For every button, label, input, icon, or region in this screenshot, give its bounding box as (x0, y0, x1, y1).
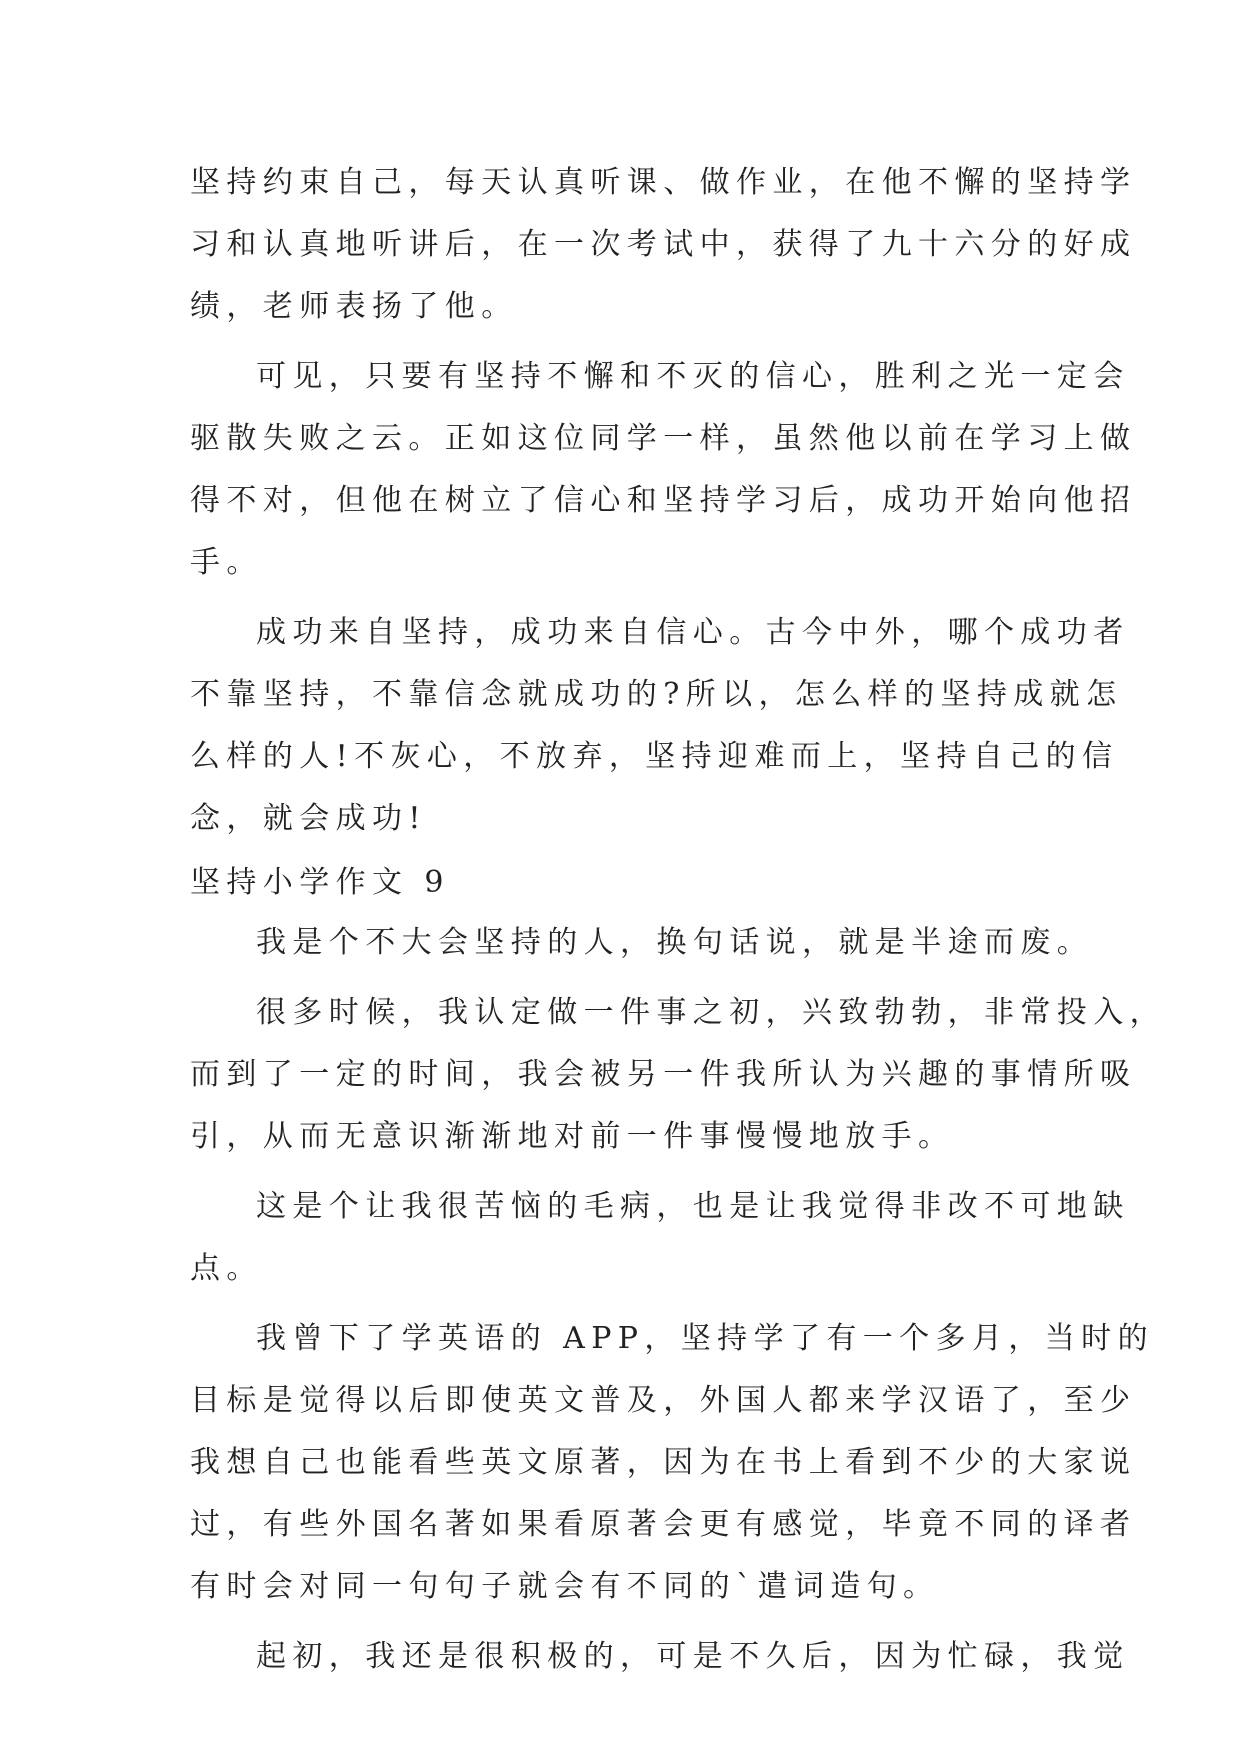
text-line: 绩，老师表扬了他。 (190, 289, 518, 324)
text-line: 念，就会成功! (190, 801, 427, 836)
text-line: 我曾下了学英语的 APP，坚持学了有一个多月，当时的 (256, 1321, 1154, 1356)
text-line: 这是个让我很苦恼的毛病，也是让我觉得非改不可地缺 (256, 1189, 1130, 1224)
paragraph (190, 912, 1094, 974)
text-line: 不靠坚持，不靠信念就成功的?所以，怎么样的坚持成就怎 (190, 677, 1123, 712)
paragraph (190, 1176, 1130, 1300)
paragraph (190, 1626, 1130, 1688)
paragraph (190, 152, 1137, 338)
text-line: 可见，只要有坚持不懈和不灭的信心，胜利之光一定会 (256, 359, 1130, 394)
text-line: 点。 (190, 1251, 263, 1286)
text-line: 手。 (190, 545, 263, 580)
text-line: 么样的人!不灰心，不放弃，坚持迎难而上，坚持自己的信 (190, 739, 1119, 774)
text-line: 过，有些外国名著如果看原著会更有感觉，毕竟不同的译者 (190, 1507, 1137, 1542)
paragraph (190, 1308, 1154, 1618)
text-line: 起初，我还是很积极的，可是不久后，因为忙碌，我觉 (256, 1639, 1130, 1674)
text-line: 成功来自坚持，成功来自信心。古今中外，哪个成功者 (256, 615, 1130, 650)
text-line: 目标是觉得以后即使英文普及，外国人都来学汉语了，至少 (190, 1383, 1137, 1418)
text-line: 我是个不大会坚持的人，换句话说，就是半途而废。 (256, 925, 1094, 960)
text-line: 很多时候，我认定做一件事之初，兴致勃勃，非常投入， (256, 995, 1166, 1030)
text-line: 引，从而无意识渐渐地对前一件事慢慢地放手。 (190, 1119, 955, 1154)
section-heading: 坚持小学作文 9 (190, 865, 450, 900)
paragraph (190, 602, 1130, 850)
document-body (190, 152, 1166, 1696)
text-line: 我想自己也能看些英文原著，因为在书上看到不少的大家说 (190, 1445, 1137, 1480)
text-line: 有时会对同一句句子就会有不同的`遣词造句。 (190, 1569, 940, 1604)
paragraph (190, 346, 1137, 594)
text-line: 坚持约束自己，每天认真听课、做作业，在他不懈的坚持学 (190, 165, 1137, 200)
paragraph (190, 982, 1166, 1168)
text-line: 而到了一定的时间，我会被另一件我所认为兴趣的事情所吸 (190, 1057, 1137, 1092)
text-line: 驱散失败之云。正如这位同学一样，虽然他以前在学习上做 (190, 421, 1137, 456)
text-line: 习和认真地听讲后，在一次考试中，获得了九十六分的好成 (190, 227, 1137, 262)
text-line: 得不对，但他在树立了信心和坚持学习后，成功开始向他招 (190, 483, 1137, 518)
